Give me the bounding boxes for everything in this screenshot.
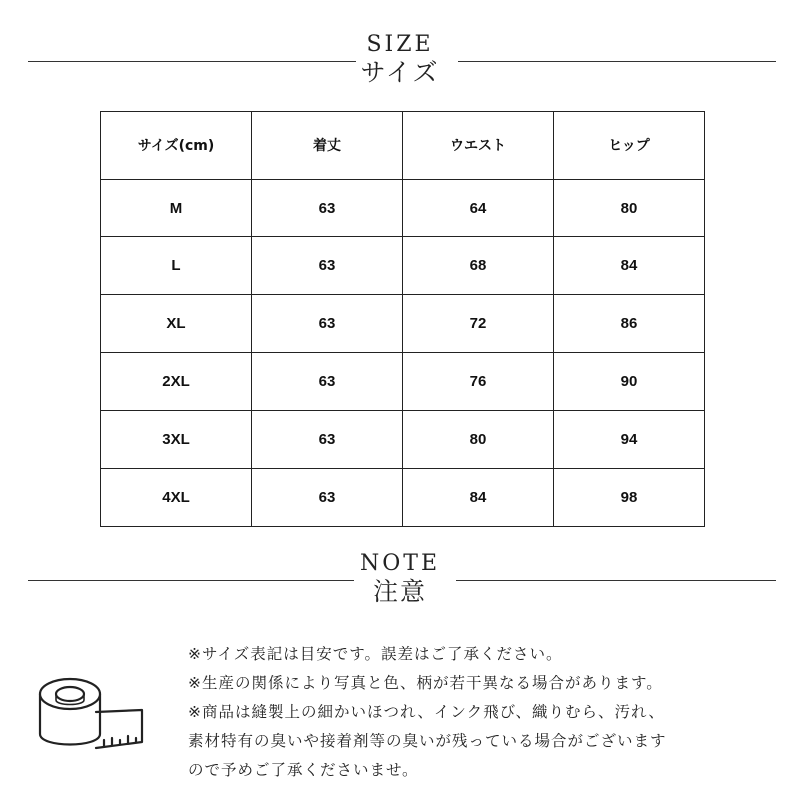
measuring-tape-icon — [36, 660, 148, 760]
size-cell: L — [101, 237, 252, 295]
note-text — [188, 640, 788, 785]
size-rule-right — [458, 61, 776, 62]
length-cell: 63 — [252, 295, 403, 353]
note-line: ※サイズ表記は目安です。誤差はご了承ください。 — [188, 645, 563, 663]
size-title-en: SIZE — [366, 32, 434, 57]
table-row — [101, 469, 705, 527]
length-cell: 63 — [252, 179, 403, 237]
size-cell: M — [101, 179, 252, 237]
waist-cell: 84 — [403, 469, 554, 527]
header-hip: ヒップ — [554, 112, 705, 180]
waist-cell: 76 — [403, 353, 554, 411]
size-cell: 2XL — [101, 353, 252, 411]
hip-cell: 94 — [554, 411, 705, 469]
note-rule-left — [28, 580, 354, 581]
length-cell: 63 — [252, 237, 403, 295]
size-cell: 4XL — [101, 469, 252, 527]
table-row — [101, 179, 705, 237]
waist-cell: 68 — [403, 237, 554, 295]
note-line: ※生産の関係により写真と色、柄が若干異なる場合があります。 — [188, 674, 663, 692]
header-waist: ウエスト — [403, 112, 554, 180]
table-row — [101, 353, 705, 411]
size-title-jp: サイズ — [360, 58, 440, 87]
note-line: 素材特有の臭いや接着剤等の臭いが残っている場合がございます — [188, 732, 667, 750]
waist-cell: 80 — [403, 411, 554, 469]
size-table-header-row — [101, 112, 705, 180]
size-cell: 3XL — [101, 411, 252, 469]
length-cell: 63 — [252, 469, 403, 527]
hip-cell: 84 — [554, 237, 705, 295]
size-table — [100, 111, 705, 527]
table-row — [101, 295, 705, 353]
table-row — [101, 411, 705, 469]
waist-cell: 64 — [403, 179, 554, 237]
hip-cell: 80 — [554, 179, 705, 237]
note-rule-right — [456, 580, 776, 581]
hip-cell: 90 — [554, 353, 705, 411]
size-cell: XL — [101, 295, 252, 353]
note-line: ので予めご了承くださいませ。 — [188, 761, 419, 779]
note-title-en: NOTE — [359, 551, 441, 576]
note-title-jp: 注意 — [372, 577, 427, 606]
note-heading — [0, 551, 800, 607]
size-rule-left — [28, 61, 356, 62]
header-size: サイズ(cm) — [101, 112, 252, 180]
waist-cell: 72 — [403, 295, 554, 353]
hip-cell: 98 — [554, 469, 705, 527]
hip-cell: 86 — [554, 295, 705, 353]
size-heading — [0, 32, 800, 88]
length-cell: 63 — [252, 411, 403, 469]
header-length: 着丈 — [252, 112, 403, 180]
note-line: ※商品は縫製上の細かいほつれ、インク飛び、織りむら、汚れ、 — [188, 703, 665, 721]
length-cell: 63 — [252, 353, 403, 411]
table-row — [101, 237, 705, 295]
